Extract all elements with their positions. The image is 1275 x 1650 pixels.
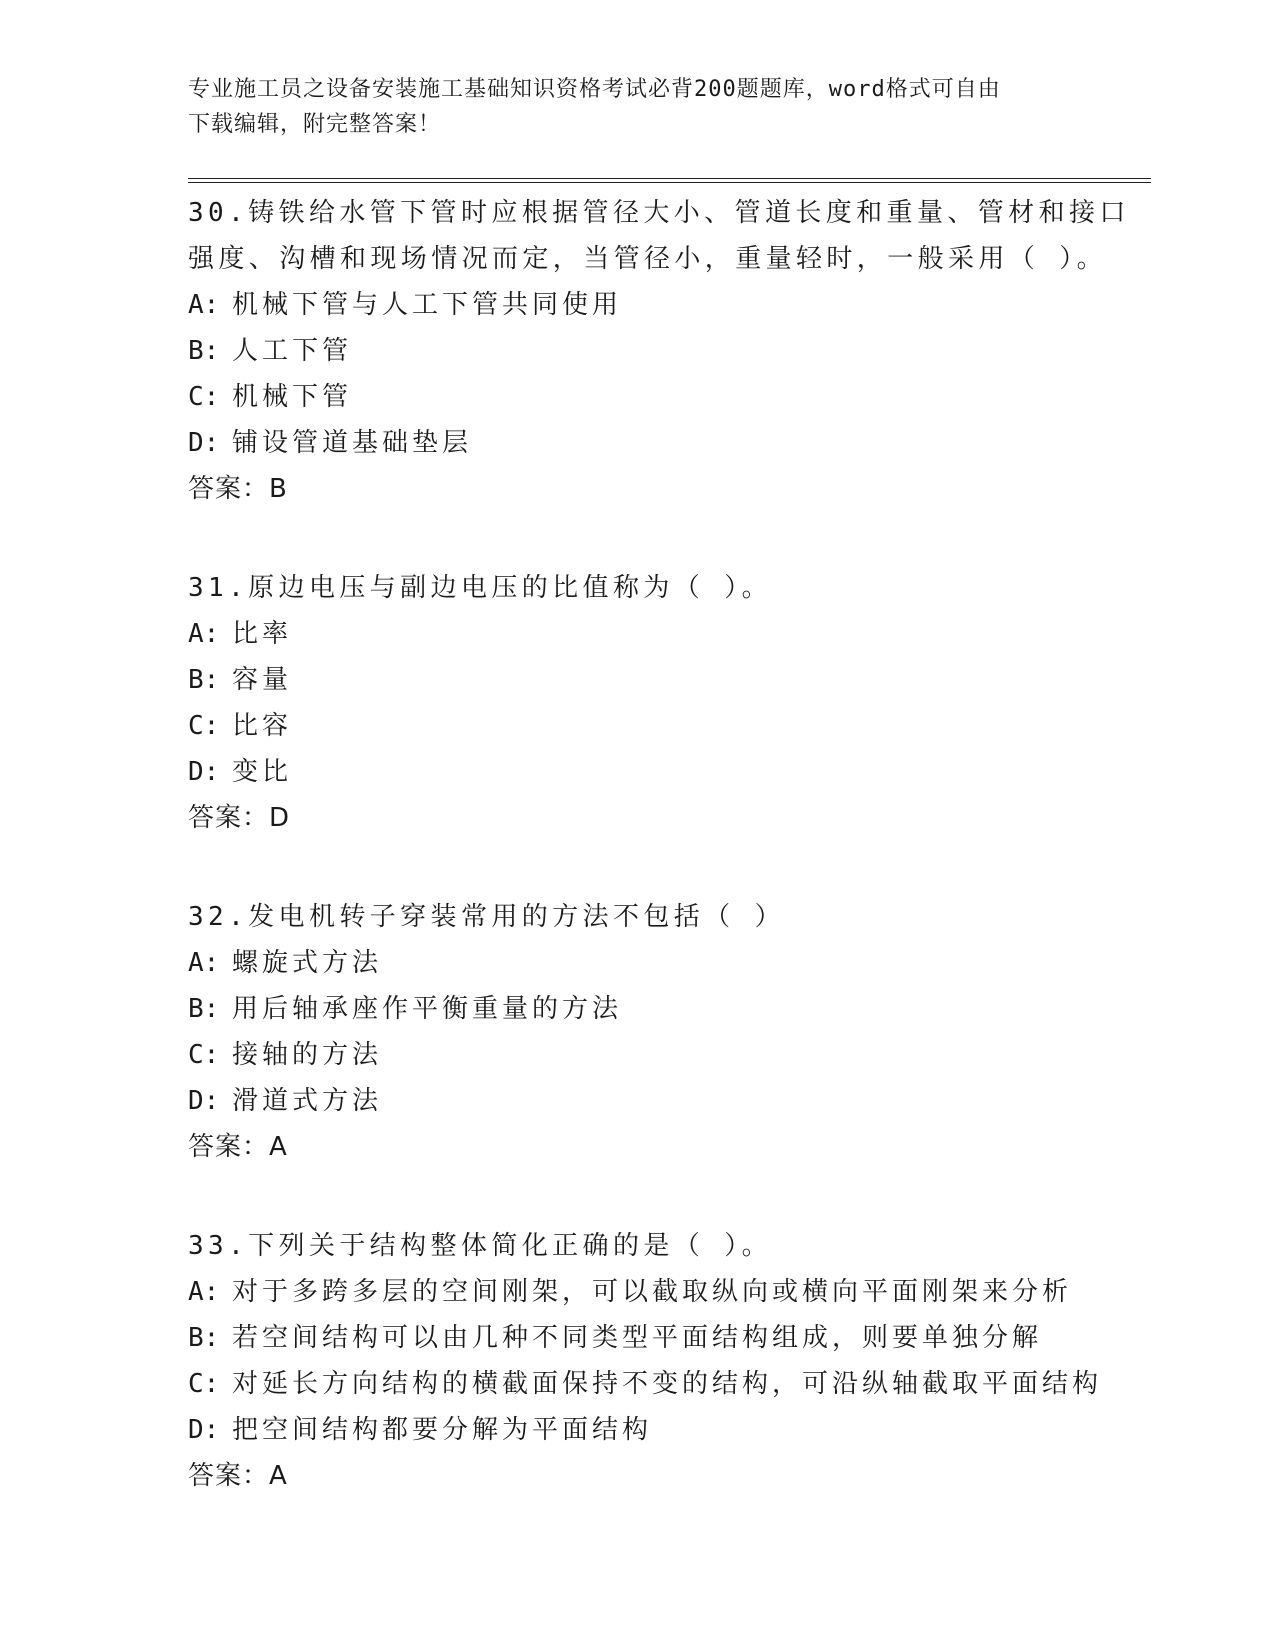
answer bbox=[188, 1124, 1088, 1170]
document-header bbox=[188, 72, 1088, 142]
header-line-2: 下载编辑，附完整答案！ bbox=[188, 112, 442, 137]
answer-label: 答案： bbox=[188, 803, 270, 833]
option-text: 容量 bbox=[232, 665, 293, 695]
question-stem-line: 32.发电机转子穿装常用的方法不包括（ ） bbox=[188, 902, 786, 932]
answer-value: A bbox=[269, 1461, 288, 1491]
option-a bbox=[188, 940, 1088, 986]
question-30 bbox=[188, 190, 1130, 512]
question-stem bbox=[188, 565, 1088, 611]
option-letter: D: bbox=[188, 1086, 220, 1116]
option-a bbox=[188, 611, 1088, 657]
option-d bbox=[188, 420, 1088, 466]
answer bbox=[188, 795, 1088, 841]
option-text: 接轴的方法 bbox=[232, 1040, 383, 1070]
option-text: 机械下管 bbox=[232, 382, 353, 412]
option-letter: B: bbox=[188, 994, 220, 1024]
option-letter: A: bbox=[188, 1277, 220, 1307]
option-text: 比率 bbox=[232, 619, 293, 649]
option-letter: C: bbox=[188, 711, 220, 741]
answer-value: B bbox=[269, 474, 288, 504]
question-31 bbox=[188, 565, 1088, 841]
question-stem bbox=[188, 1223, 1088, 1269]
option-a bbox=[188, 282, 1088, 328]
option-letter: B: bbox=[188, 665, 220, 695]
option-text: 螺旋式方法 bbox=[232, 948, 383, 978]
option-letter: C: bbox=[188, 1040, 220, 1070]
answer-value: A bbox=[269, 1132, 288, 1162]
option-d bbox=[188, 1078, 1088, 1124]
question-list bbox=[188, 190, 1130, 1552]
option-text: 用后轴承座作平衡重量的方法 bbox=[232, 994, 623, 1024]
question-stem bbox=[188, 894, 1088, 940]
option-b bbox=[188, 657, 1088, 703]
option-d bbox=[188, 749, 1088, 795]
option-text: 对于多跨多层的空间刚架，可以截取纵向或横向平面刚架来分析 bbox=[232, 1277, 1073, 1307]
answer-label: 答案： bbox=[188, 474, 270, 504]
header-line-1: 专业施工员之设备安装施工基础知识资格考试必背200题题库，word格式可自由 bbox=[188, 77, 1001, 102]
option-b bbox=[188, 1315, 1088, 1361]
option-letter: A: bbox=[188, 948, 220, 978]
option-text: 滑道式方法 bbox=[232, 1086, 383, 1116]
option-c bbox=[188, 1032, 1088, 1078]
question-33 bbox=[188, 1223, 1103, 1499]
option-d bbox=[188, 1407, 1088, 1453]
option-letter: B: bbox=[188, 336, 220, 366]
option-text: 比容 bbox=[232, 711, 293, 741]
option-letter: A: bbox=[188, 290, 220, 320]
option-text: 把空间结构都要分解为平面结构 bbox=[232, 1415, 653, 1445]
answer-label: 答案： bbox=[188, 1132, 270, 1162]
option-b bbox=[188, 986, 1088, 1032]
header-divider-top bbox=[188, 178, 1151, 179]
answer bbox=[188, 466, 1088, 512]
question-stem-line: 33.下列关于结构整体简化正确的是（ ）。 bbox=[188, 1231, 773, 1261]
option-letter: A: bbox=[188, 619, 220, 649]
question-32 bbox=[188, 894, 1088, 1170]
answer bbox=[188, 1453, 1088, 1499]
question-stem-line: 强度、沟槽和现场情况而定，当管径小，重量轻时，一般采用（ ）。 bbox=[188, 244, 1108, 274]
option-text: 若空间结构可以由几种不同类型平面结构组成，则要单独分解 bbox=[232, 1323, 1043, 1353]
option-text: 铺设管道基础垫层 bbox=[232, 428, 473, 458]
option-letter: C: bbox=[188, 1369, 220, 1399]
question-stem-line: 31.原边电压与副边电压的比值称为（ ）。 bbox=[188, 573, 773, 603]
option-c bbox=[188, 703, 1088, 749]
question-stem-line: 30.铸铁给水管下管时应根据管径大小、管道长度和重量、管材和接口 bbox=[188, 198, 1130, 228]
option-text: 机械下管与人工下管共同使用 bbox=[232, 290, 623, 320]
option-text: 变比 bbox=[232, 757, 293, 787]
option-b bbox=[188, 328, 1088, 374]
option-text: 对延长方向结构的横截面保持不变的结构，可沿纵轴截取平面结构 bbox=[232, 1369, 1103, 1399]
question-stem bbox=[188, 190, 1130, 282]
option-letter: D: bbox=[188, 1415, 220, 1445]
option-letter: D: bbox=[188, 757, 220, 787]
option-c bbox=[188, 374, 1088, 420]
option-text: 人工下管 bbox=[232, 336, 353, 366]
option-letter: D: bbox=[188, 428, 220, 458]
option-letter: C: bbox=[188, 382, 220, 412]
header-divider-bottom bbox=[188, 182, 1151, 183]
option-letter: B: bbox=[188, 1323, 220, 1353]
answer-label: 答案： bbox=[188, 1461, 270, 1491]
option-c bbox=[188, 1361, 1103, 1407]
answer-value: D bbox=[269, 803, 291, 833]
option-a bbox=[188, 1269, 1088, 1315]
